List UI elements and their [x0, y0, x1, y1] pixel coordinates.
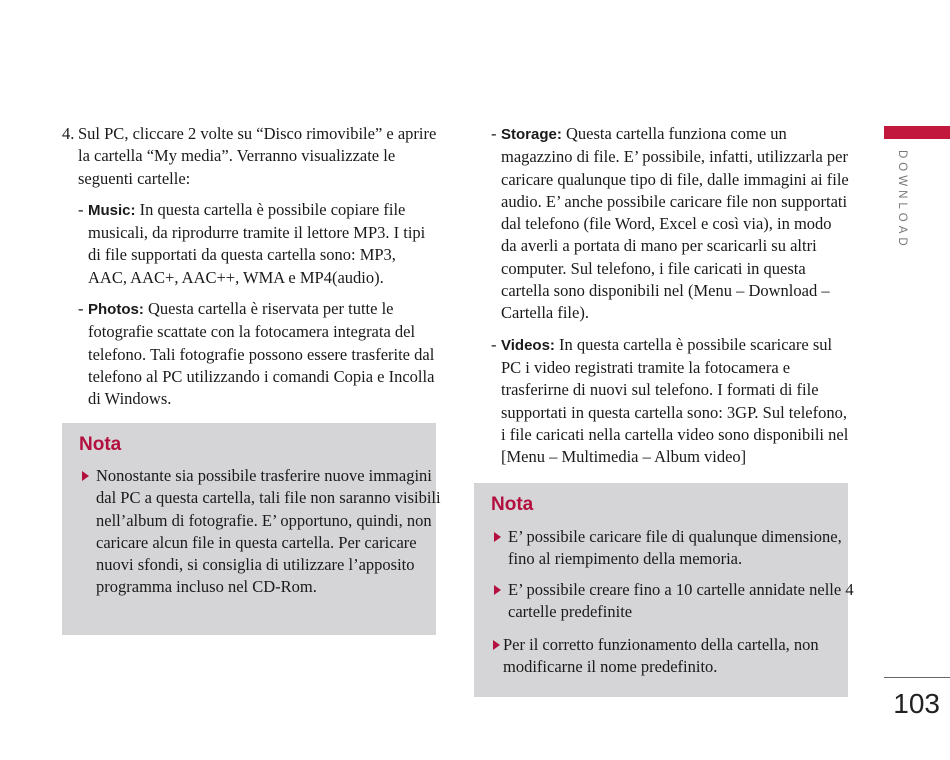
section-label: DOWNLOAD	[896, 150, 908, 250]
step-text: Sul PC, cliccare 2 volte su “Disco rimovibile” e aprire la cartella “My media”. Verranno visualizzate le seguenti cartelle:	[78, 124, 437, 188]
folder-description: In questa cartella è possibile scaricare sul PC i video registrati tramite la fotocamera e trasferirne di nuovi sul telefono. I formati di file supportati in questa cartella sono: 3GP. Sul telefono, i file caricati nella cartella video sono disponibili nel [Menu – Multimedia – Album video]	[501, 334, 849, 467]
dash-bullet: -	[78, 199, 84, 219]
step-number: 4.	[62, 124, 75, 143]
folder-description: Questa cartella è riservata per tutte le fotografie scattate con la fotocamera integrata del telefono. Tali fotografie possono essere trasferite dal telefono al PC utilizzando i comandi Copia e Incolla di Windows.	[88, 299, 435, 409]
note-item	[492, 579, 858, 624]
triangle-bullet-icon	[493, 640, 500, 650]
step-4	[62, 123, 438, 190]
folder-term: Storage:	[501, 126, 562, 143]
triangle-bullet-icon	[494, 532, 501, 542]
folder-term: Music:	[88, 201, 136, 219]
left-column	[62, 123, 438, 411]
dash-bullet: -	[78, 299, 84, 319]
folder-item-music	[78, 199, 438, 289]
right-column	[491, 123, 851, 468]
note-box-right	[474, 483, 854, 697]
page-number: 103	[893, 688, 940, 719]
folder-description: Questa cartella funziona come un magazzino di file. E’ possibile, infatti, utilizzarla per caricare qualunque tipo di file, dalle immagini ai file audio. E’ anche possibile caricare file non supportati dal telefono (file Word, Excel e così via), in modo da averli a portata di mano per scaricarli su altri computer. Sul telefono, i file caricati in questa cartella sono disponibili nel (Menu – Download – Cartella file).	[501, 124, 849, 323]
folder-item-videos	[491, 334, 851, 469]
folder-item-photos	[78, 298, 438, 410]
dash-bullet: -	[491, 124, 497, 143]
folder-description: In questa cartella è possibile copiare file musicali, da riprodurre tramite il lettore MP3. I tipi di file supportati da questa cartella sono: MP3, AAC, AAC+, AAC++, WMA e MP4(audio).	[88, 199, 426, 287]
note-text: Nonostante sia possibile trasferire nuove immagini dal PC a questa cartella, tali file non saranno visibili nell’album di fotografie. E’ opportuno, quindi, non caricare alcun file in questa cartella. Per caricare nuovi sfondi, si consiglia di utilizzare l’apposito programma incluso nel CD-Rom.	[96, 466, 441, 597]
note-text: Per il corretto funzionamento della cartella, non modificarne il nome predefinito.	[503, 635, 819, 677]
triangle-bullet-icon	[494, 585, 501, 595]
note-item	[492, 526, 858, 571]
note-item	[80, 465, 446, 599]
folder-term: Videos:	[501, 336, 555, 354]
note-text: E’ possibile creare fino a 10 cartelle annidate nelle 4 cartelle predefinite	[508, 580, 854, 622]
note-item	[491, 634, 848, 679]
triangle-bullet-icon	[82, 471, 89, 481]
note-text: E’ possibile caricare file di qualunque dimensione, fino al riempimento della memoria.	[508, 527, 842, 569]
page-number-rule	[884, 677, 950, 678]
note-box-left	[62, 423, 441, 635]
dash-bullet: -	[491, 334, 497, 354]
section-accent-bar	[884, 126, 950, 139]
note-title: Nota	[79, 434, 122, 455]
folder-term: Photos:	[88, 301, 144, 319]
folder-item-storage	[491, 123, 851, 325]
note-title: Nota	[491, 494, 534, 515]
